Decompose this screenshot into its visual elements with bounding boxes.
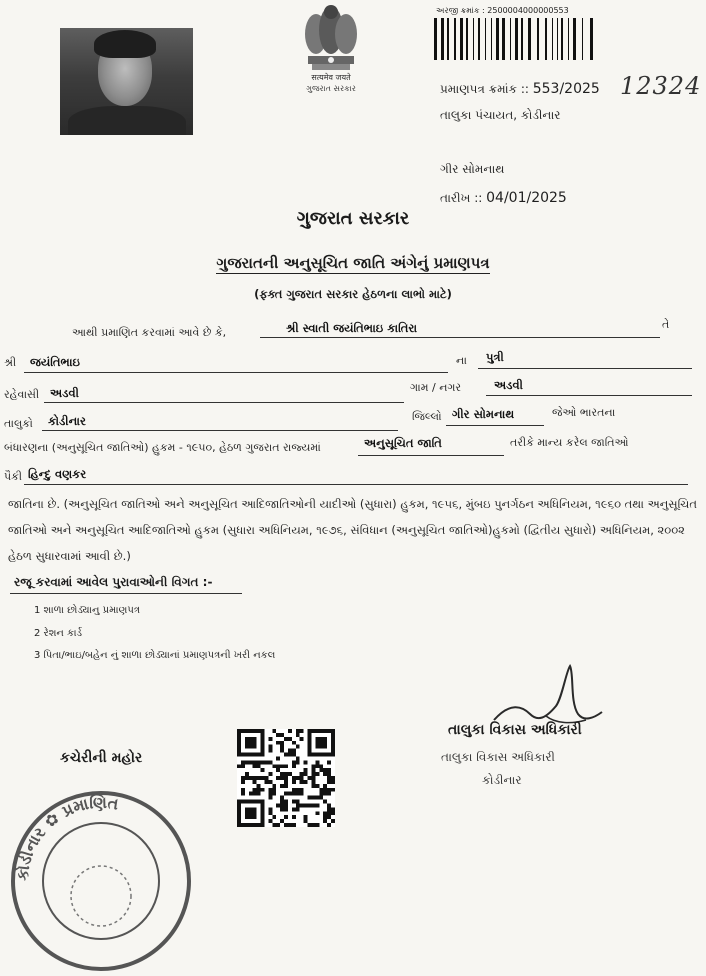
- legal-paragraph: જાતિના છે. (અનુસૂચિત જાતિઓ અને અનુસૂચિત આદિજાતિઓની યાદીઓ (સુધારા) હુકમ, ૧૯૫૬, મુંબઇ પુનર્ગઠન અધિનિયમ, ૧૯૬૦ તથા અનુસૂચિત જાતિઓ અને અનુસૂચિત આદિજાતિઓ હુકમ (સુધારા અધિનિયમ, ૧૯૭૬, સંવિધાન (અનુસૂચિત જાતિઓ)હુકમો (દ્વિતીય સુધારો) અધિનિયમ, ૨૦૦૨ હેઠળ સુધારવામાં આવી છે.): [8, 497, 698, 563]
- taluka-value: કોડીનાર: [48, 414, 86, 428]
- caste-label: પૈકી: [4, 470, 23, 483]
- relation-line: [478, 368, 692, 369]
- application-number-value: 2500004000000553: [487, 6, 569, 15]
- district-value: ગીર સોમનાથ: [452, 407, 515, 421]
- holder-name-suffix: તે: [662, 318, 670, 331]
- caste-line: [24, 484, 688, 485]
- resident-line: [44, 402, 404, 403]
- resident-value: અડવી: [50, 386, 79, 400]
- qr-code: [237, 729, 335, 827]
- application-number-label: અરજી ક્રમાંક: [436, 6, 480, 15]
- certificate-note: (ફક્ત ગુજરાત સરકાર હેઠળના લાભો માટે): [254, 287, 452, 301]
- officer-stamp-place: કોડીનાર: [482, 773, 522, 787]
- applicant-photo: [60, 28, 193, 135]
- holder-name-line: [260, 337, 660, 338]
- issue-date-label: તારીખ: [440, 191, 471, 205]
- handwritten-number: 12324: [620, 72, 702, 100]
- evidence-heading: રજૂ કરવામાં આવેલ પુરાવાઓની વિગત :-: [14, 575, 213, 589]
- village-line: [486, 395, 692, 396]
- shri-label: શ્રી: [4, 356, 17, 369]
- category-suffix: તરીકે માન્ય કરેલ જાતિઓ: [510, 436, 629, 449]
- emblem-caption: [286, 72, 376, 94]
- issue-date-value: 04/01/2025: [486, 190, 567, 206]
- holder-name: શ્રી સ્વાતી જયંતિભાઇ કાતિરા: [286, 321, 418, 335]
- district-suffix: જેઓ ભારતના: [552, 406, 616, 419]
- taluka-line: [42, 430, 398, 431]
- relation-label: ના: [456, 354, 467, 367]
- certificate-title: [0, 254, 706, 272]
- office-stamp-label: કચેરીની મહોર: [60, 750, 143, 766]
- certificate-title-text: ગુજરાતની અનુસૂચિત જાતિ અંગેનું પ્રમાણપત્ર: [216, 254, 490, 272]
- evidence-item-2: 2 રેશન કાર્ડ: [34, 628, 83, 639]
- taluka-label: તાલુકો: [4, 417, 33, 430]
- district-header: ગીર સોમનાથ: [440, 162, 505, 176]
- village-label: ગામ / નગર: [410, 381, 462, 394]
- application-number: અરજી ક્રમાંક : 2500004000000553: [436, 6, 569, 15]
- certificate-number-label: પ્રમાણપત્ર ક્રમાંક: [440, 82, 518, 96]
- relation-value: પુત્રી: [486, 350, 504, 364]
- village-value: અડવી: [494, 378, 523, 392]
- resident-label: રહેવાસી: [4, 388, 40, 401]
- category-value: અનુસૂચિત જાતિ: [364, 436, 442, 450]
- district-label: જિલ્લો: [412, 410, 442, 423]
- evidence-item-1: 1 શાળા છોડ્યાનુ પ્રમાણપત્ર: [34, 605, 140, 616]
- parent-name: જયંતિભાઇ: [30, 355, 80, 369]
- certificate-number-value: 553/2025: [532, 81, 600, 97]
- intro-text: આથી પ્રમાણિત કરવામાં આવે છે કે,: [72, 326, 227, 339]
- district-line: [446, 425, 544, 426]
- officer-stamp-title: તાલુકા વિકાસ અધિકારી: [441, 750, 555, 764]
- constitution-text: બંધારણના (અનુસૂચિત જાતિઓ) હુકમ - ૧૯૫૦, હેઠળ ગુજરાત રાજ્યમાં: [4, 441, 321, 454]
- emblem-motto: सत्यमेव जयते: [311, 73, 351, 82]
- seal-text: કોડીનાર ✿ પ્રમાણિત: [12, 792, 120, 882]
- issue-date: તારીખ :: 04/01/2025: [440, 190, 567, 206]
- barcode: [432, 18, 600, 60]
- evidence-item-3: 3 પિતા/ભાઇ/બહેન નું શાળા છોડ્યાનાં પ્રમાણપત્રની ખરી નકલ: [34, 650, 276, 661]
- office-seal-icon: [6, 786, 196, 976]
- government-title: ગુજરાત સરકાર: [296, 208, 410, 229]
- evidence-heading-line: [10, 593, 242, 594]
- officer-title: તાલુકા વિકાસ અધિકારી: [448, 722, 582, 738]
- category-line: [358, 455, 504, 456]
- state-emblem-icon: [286, 0, 376, 78]
- emblem-label: ગુજરાત સરકાર: [306, 84, 356, 93]
- certificate-number: પ્રમાણપત્ર ક્રમાંક :: 553/2025: [440, 81, 600, 97]
- issuing-office: તાલુકા પંચાયત, કોડીનાર: [440, 108, 561, 122]
- caste-value: હિન્દુ વણકર: [28, 467, 87, 481]
- parent-line: [24, 372, 448, 373]
- svg-text:કોડીનાર ✿ પ્રમાણિત: [12, 793, 121, 882]
